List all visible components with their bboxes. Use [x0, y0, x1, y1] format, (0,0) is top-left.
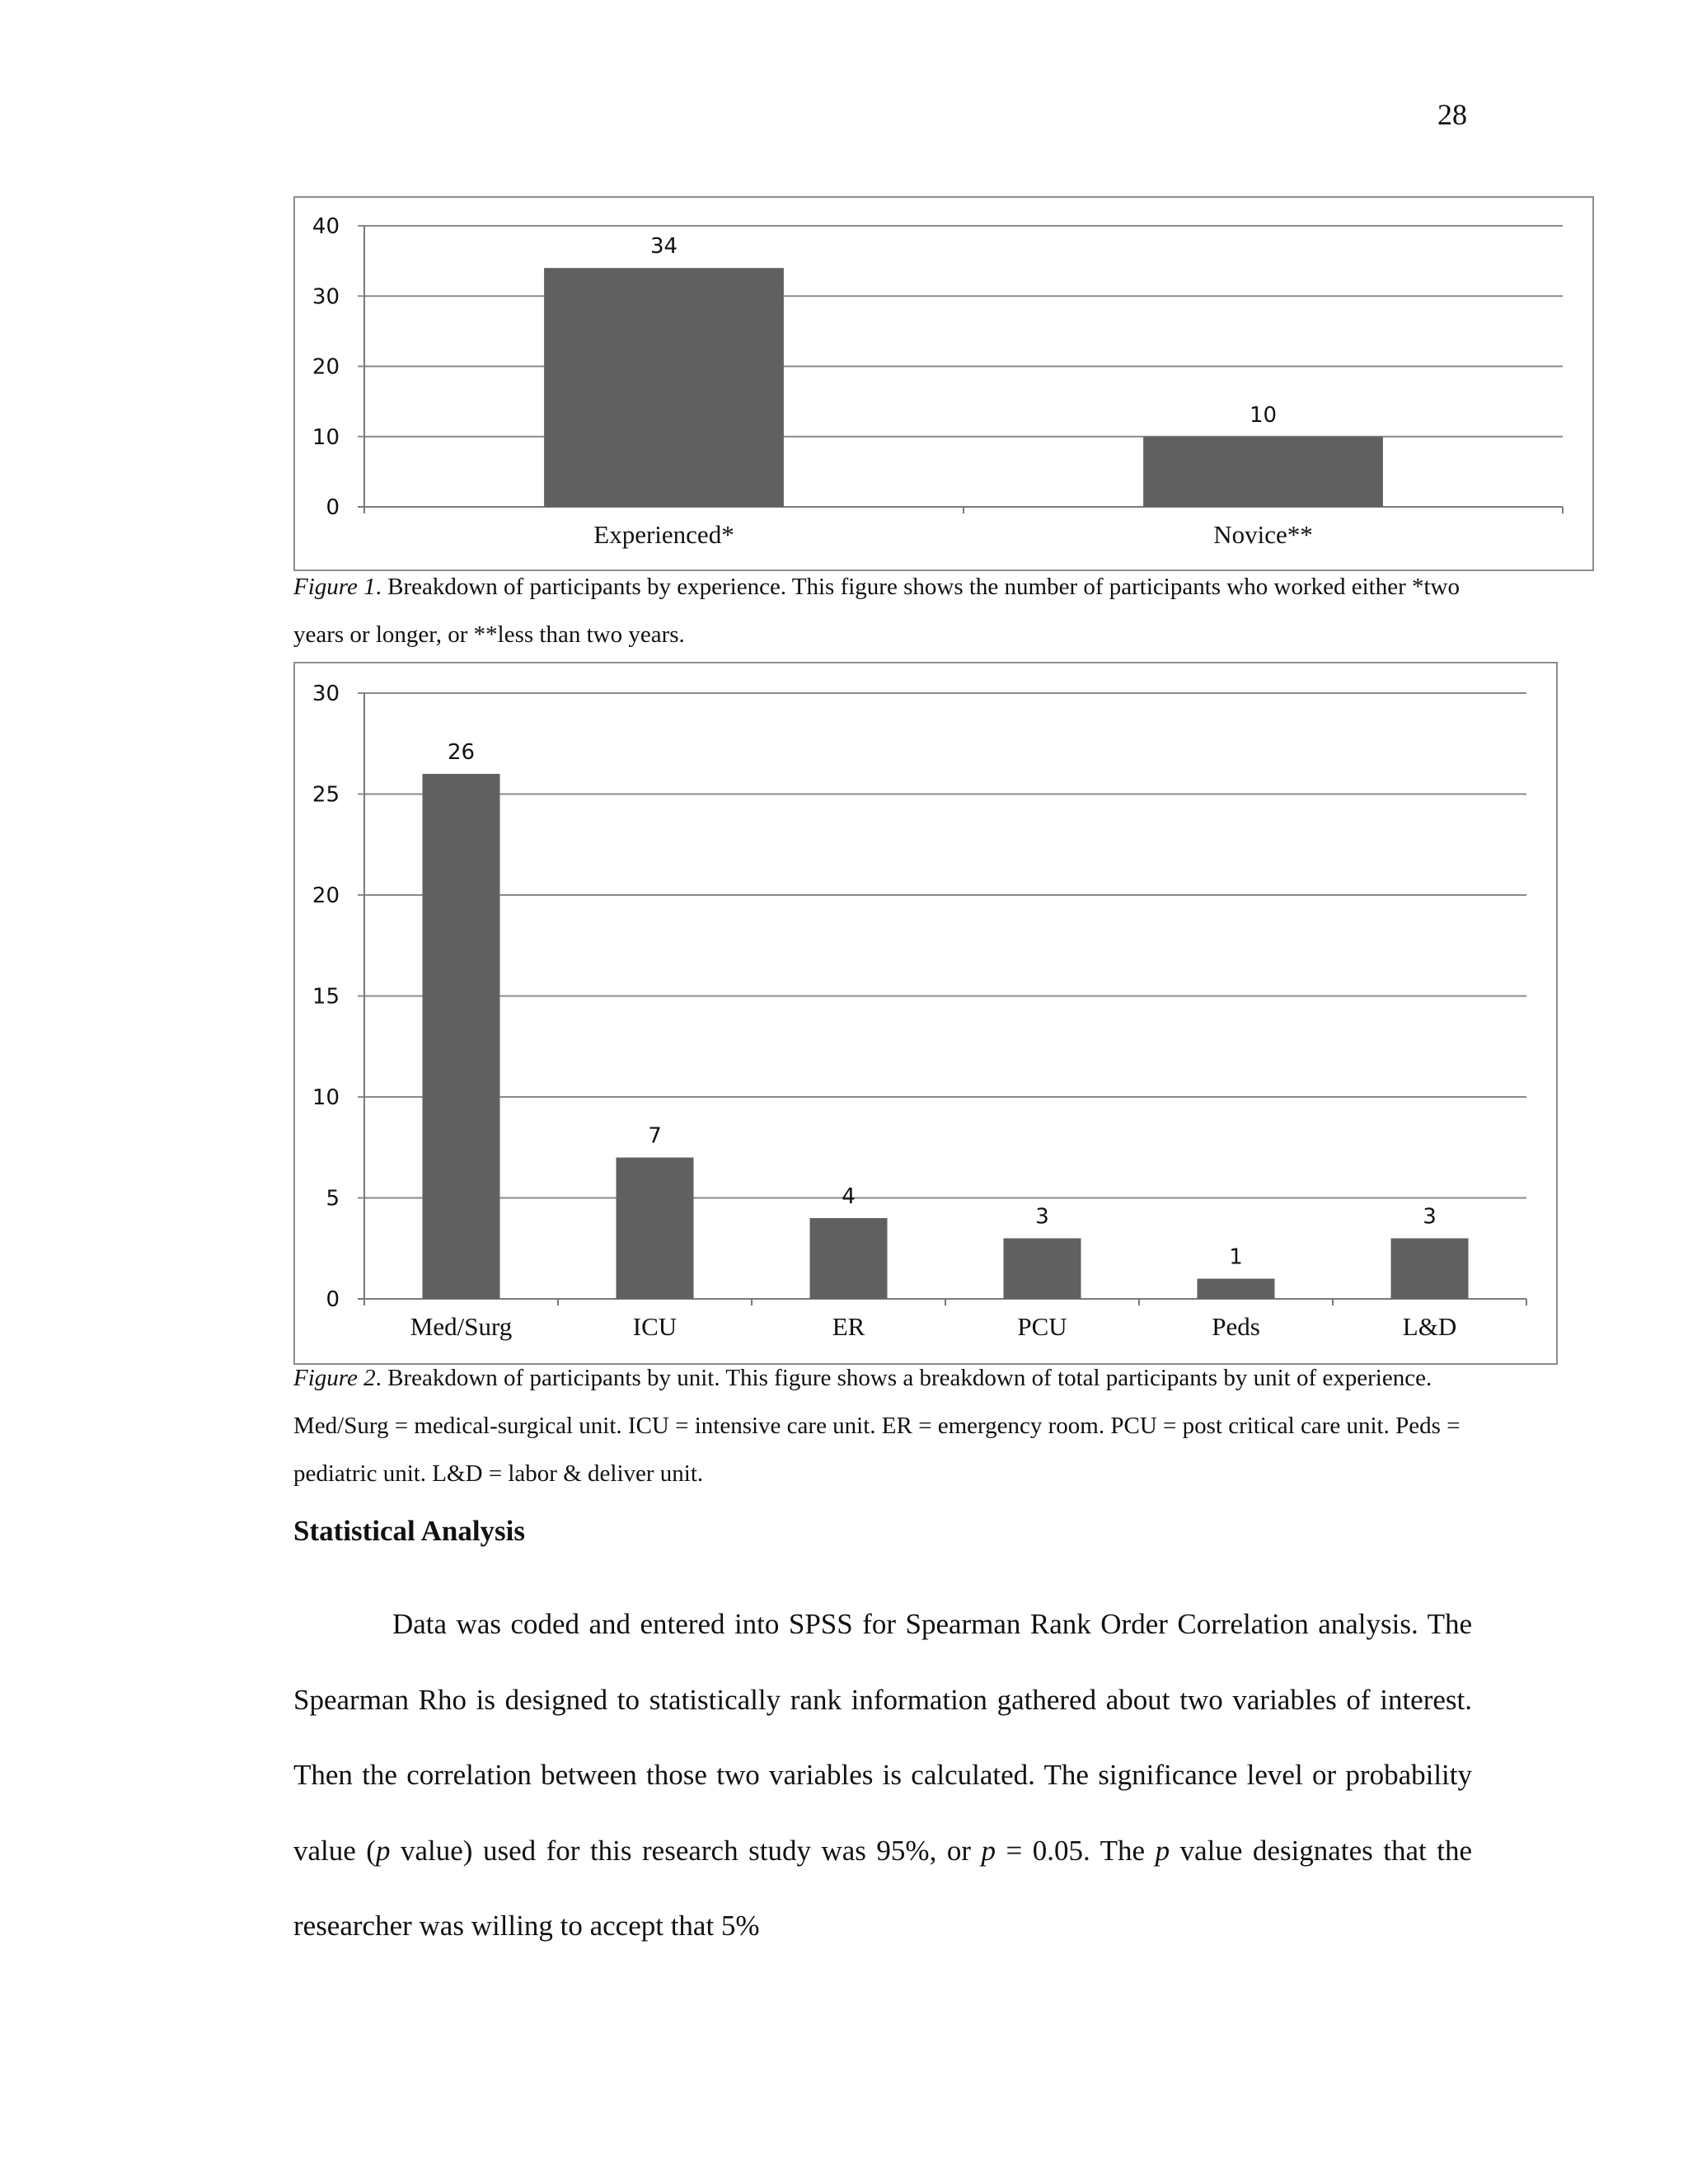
y-tick-label: 20: [312, 354, 340, 380]
section-heading: Statistical Analysis: [293, 1515, 526, 1547]
bar: [1004, 1239, 1081, 1300]
x-category-label: Novice**: [1213, 520, 1313, 549]
y-tick-label: 0: [326, 1287, 340, 1312]
figure-2-caption: [293, 1354, 1497, 1497]
y-tick-label: 15: [312, 984, 340, 1010]
p-symbol-1: p: [375, 1834, 391, 1867]
y-tick-label: 0: [326, 495, 340, 520]
figure-2-svg: [295, 663, 1556, 1363]
x-category-label: L&D: [1402, 1312, 1457, 1341]
figure-2-caption-text: . Breakdown of participants by unit. This figure shows a breakdown of total participants by unit of experience. Med/Surg = medical-surgical unit. ICU = intensive care unit. ER = emergency room. PCU = post critical care unit. Peds = pediatric unit. L&D = labor & deliver unit.: [293, 1365, 1461, 1487]
figure-1-svg: [295, 198, 1592, 569]
paragraph-part-3: = 0.05. The: [996, 1834, 1156, 1867]
y-tick-label: 40: [312, 214, 340, 239]
bar: [1391, 1239, 1469, 1300]
paragraph-part-2: value) used for this research study was 95%, or: [390, 1834, 982, 1867]
paragraph-part-1: Data was coded and entered into SPSS for Spearman Rank Order Correlation analysis. The Spearman Rho is designed to statistically rank information gathered about two variables of interest. Then the correlation between those two variables is calculated. The significance level or probability value (: [293, 1608, 1472, 1867]
y-tick-label: 20: [312, 883, 340, 908]
y-tick-label: 30: [312, 682, 340, 706]
figure-1-caption-text: . Breakdown of participants by experience. This figure shows the number of participants who worked either *two years or longer, or **less than two years.: [293, 574, 1460, 648]
data-label: 34: [649, 234, 678, 260]
bar: [810, 1218, 888, 1299]
data-label: 10: [1249, 402, 1278, 428]
p-symbol-2: p: [981, 1834, 996, 1867]
y-tick-label: 5: [326, 1186, 340, 1212]
data-label: 3: [1035, 1204, 1049, 1230]
x-category-label: Experienced*: [593, 520, 734, 549]
bar: [1198, 1279, 1275, 1300]
x-category-label: Med/Surg: [410, 1312, 513, 1341]
bar: [617, 1158, 694, 1300]
figure-1-label: Figure 1: [293, 574, 376, 600]
figure-1-caption: [293, 563, 1497, 658]
x-category-label: ER: [832, 1312, 865, 1341]
y-tick-label: 10: [312, 424, 340, 450]
body-paragraph: [293, 1586, 1472, 1964]
figure-2-chart: [293, 662, 1558, 1365]
y-tick-label: 30: [312, 284, 340, 310]
y-tick-label: 10: [312, 1085, 340, 1110]
p-symbol-3: p: [1155, 1834, 1170, 1867]
figure-2-label: Figure 2: [293, 1365, 376, 1391]
y-tick-label: 25: [312, 782, 340, 808]
page-number: 28: [1437, 98, 1467, 131]
data-label: 4: [842, 1184, 856, 1209]
x-category-label: PCU: [1017, 1312, 1067, 1341]
bar: [423, 774, 500, 1299]
data-label: 26: [447, 740, 476, 765]
x-category-label: Peds: [1212, 1312, 1260, 1341]
bar: [544, 268, 784, 507]
data-label: 7: [648, 1123, 662, 1149]
data-label: 3: [1423, 1204, 1437, 1230]
paragraph-part-4: value designates that the researcher was willing to accept that 5%: [293, 1834, 1472, 1942]
data-label: 1: [1229, 1244, 1243, 1270]
bar: [1143, 437, 1383, 507]
x-category-label: ICU: [632, 1312, 678, 1341]
figure-1-chart: [293, 196, 1594, 571]
